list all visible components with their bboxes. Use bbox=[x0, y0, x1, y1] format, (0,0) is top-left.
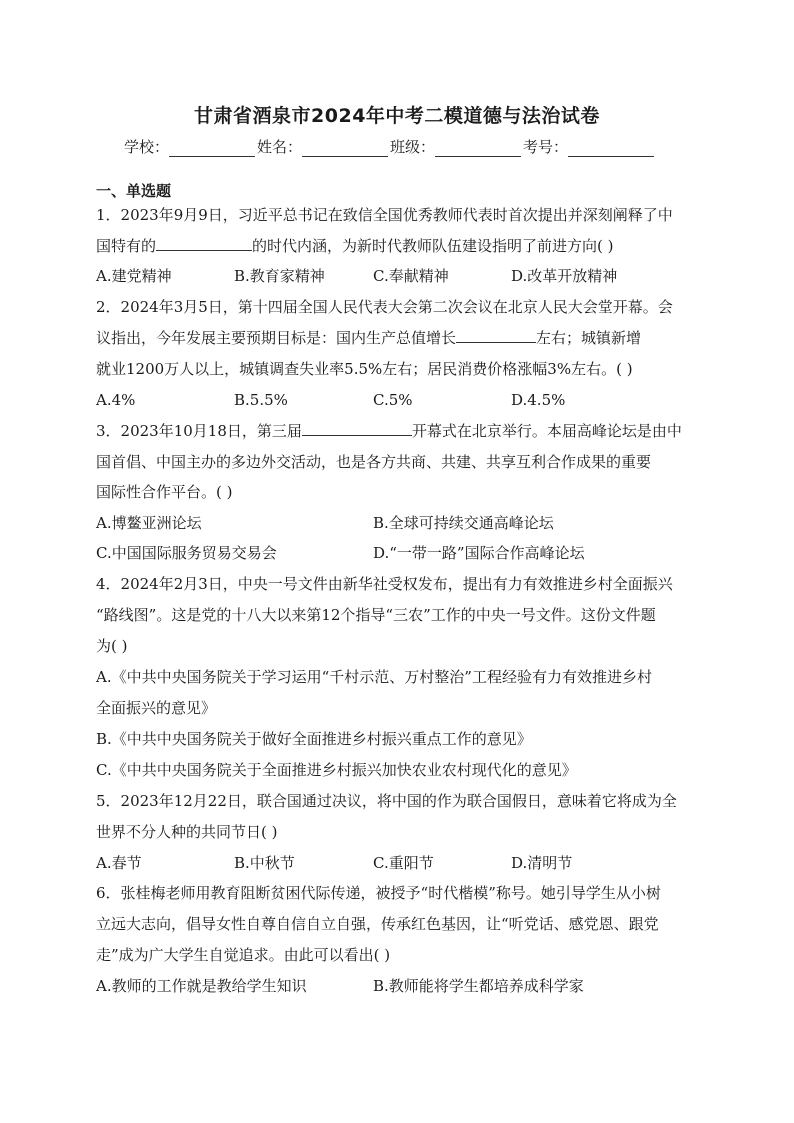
q2-option-a: A.4% bbox=[96, 391, 136, 409]
q1-line-1: 1．2023年9月9日，习近平总书记在致信全国优秀教师代表时首次提出并深刻阐释了中 bbox=[96, 206, 673, 224]
q2-line-2 bbox=[96, 328, 641, 348]
q6-option-a: A.教师的工作就是教给学生知识 bbox=[96, 977, 307, 995]
q3-line-1 bbox=[96, 421, 682, 441]
q5-option-d: D.清明节 bbox=[511, 854, 573, 872]
q6-line-3: 走”成为广大学生自觉追求。由此可以看出( ) bbox=[96, 946, 391, 964]
q5-option-b: B.中秋节 bbox=[234, 854, 295, 872]
class-blank bbox=[435, 141, 521, 157]
q1-text-a: 国特有的 bbox=[96, 237, 157, 255]
class-label: 班级： bbox=[390, 138, 436, 156]
q3-option-c: C.中国国际服务贸易交易会 bbox=[96, 544, 277, 562]
q2-option-d: D.4.5% bbox=[511, 391, 566, 409]
name-label: 姓名： bbox=[257, 138, 303, 156]
q1-option-a: A.建党精神 bbox=[96, 267, 172, 285]
q3-option-d: D.“一带一路”国际合作高峰论坛 bbox=[373, 544, 585, 562]
q3-text-b: 开幕式在北京举行。本届高峰论坛是由中 bbox=[411, 422, 682, 440]
q6-line-1: 6．张桂梅老师用教育阻断贫困代际传递，被授予“时代楷模”称号。她引导学生从小树 bbox=[96, 884, 661, 902]
q3-option-b: B.全球可持续交通高峰论坛 bbox=[373, 514, 554, 532]
q2-text-b: 左右；城镇新增 bbox=[536, 329, 642, 347]
q4-option-c: C.《中共中央国务院关于全面推进乡村振兴加快农业农村现代化的意见》 bbox=[96, 761, 577, 779]
q2-blank bbox=[456, 328, 536, 343]
q3-line-3: 国际性合作平台。( ) bbox=[96, 483, 233, 501]
q4-option-a-line-1: A.《中共中央国务院关于学习运用“千村示范、万村整治”工程经验有力有效推进乡村 bbox=[96, 668, 652, 686]
q2-option-c: C.5% bbox=[373, 391, 413, 409]
q2-option-b: B.5.5% bbox=[234, 391, 288, 409]
q4-line-2: “路线图”。这是党的十八大以来第12个指导“三农”工作的中央一号文件。这份文件题 bbox=[96, 606, 656, 624]
school-label: 学校： bbox=[124, 138, 170, 156]
q5-line-1: 5．2023年12月22日，联合国通过决议，将中国的作为联合国假日，意味着它将成为全 bbox=[96, 792, 677, 810]
student-info-row bbox=[124, 136, 656, 157]
number-label: 考号： bbox=[523, 138, 569, 156]
q1-option-c: C.奉献精神 bbox=[373, 267, 449, 285]
q2-text-a: 议指出，今年发展主要预期目标是：国内生产总值增长 bbox=[96, 329, 457, 347]
section-heading: 一、单选题 bbox=[96, 182, 172, 200]
q6-option-b: B.教师能将学生都培养成科学家 bbox=[373, 977, 584, 995]
number-blank bbox=[568, 141, 654, 157]
q4-option-b: B.《中共中央国务院关于做好全面推进乡村振兴重点工作的意见》 bbox=[96, 730, 532, 748]
school-blank bbox=[169, 141, 255, 157]
q4-line-1: 4．2024年2月3日，中央一号文件由新华社受权发布，提出有力有效推进乡村全面振兴 bbox=[96, 575, 673, 593]
q3-line-2: 国首倡、中国主办的多边外交活动，也是各方共商、共建、共享互利合作成果的重要 bbox=[96, 453, 652, 471]
q6-line-2: 立远大志向，倡导女性自尊自信自立自强，传承红色基因，让“听党话、感党恩、跟党 bbox=[96, 915, 659, 933]
q4-line-3: 为( ) bbox=[96, 637, 128, 655]
q1-text-b: 的时代内涵，为新时代教师队伍建设指明了前进方向( ) bbox=[252, 237, 614, 255]
q2-line-1: 2．2024年3月5日，第十四届全国人民代表大会第二次会议在北京人民大会堂开幕。会 bbox=[96, 298, 673, 316]
q2-line-3: 就业1200万人以上，城镇调查失业率5.5%左右；居民消费价格涨幅3%左右。( ) bbox=[96, 360, 633, 378]
q4-option-a-line-2: 全面振兴的意见》 bbox=[96, 699, 217, 717]
q3-option-a: A.博鳌亚洲论坛 bbox=[96, 514, 202, 532]
q1-option-d: D.改革开放精神 bbox=[511, 267, 618, 285]
q1-option-b: B.教育家精神 bbox=[234, 267, 325, 285]
q5-option-c: C.重阳节 bbox=[373, 854, 434, 872]
q1-blank bbox=[156, 236, 252, 251]
q3-blank bbox=[302, 421, 412, 436]
q1-line-2 bbox=[96, 236, 614, 256]
name-blank bbox=[302, 141, 388, 157]
exam-title: 甘肃省酒泉市2024年中考二模道德与法治试卷 bbox=[194, 105, 600, 127]
q5-option-a: A.春节 bbox=[96, 854, 142, 872]
q5-line-2: 世界不分人种的共同节日( ) bbox=[96, 823, 278, 841]
q3-text-a: 3．2023年10月18日，第三届 bbox=[96, 422, 302, 440]
